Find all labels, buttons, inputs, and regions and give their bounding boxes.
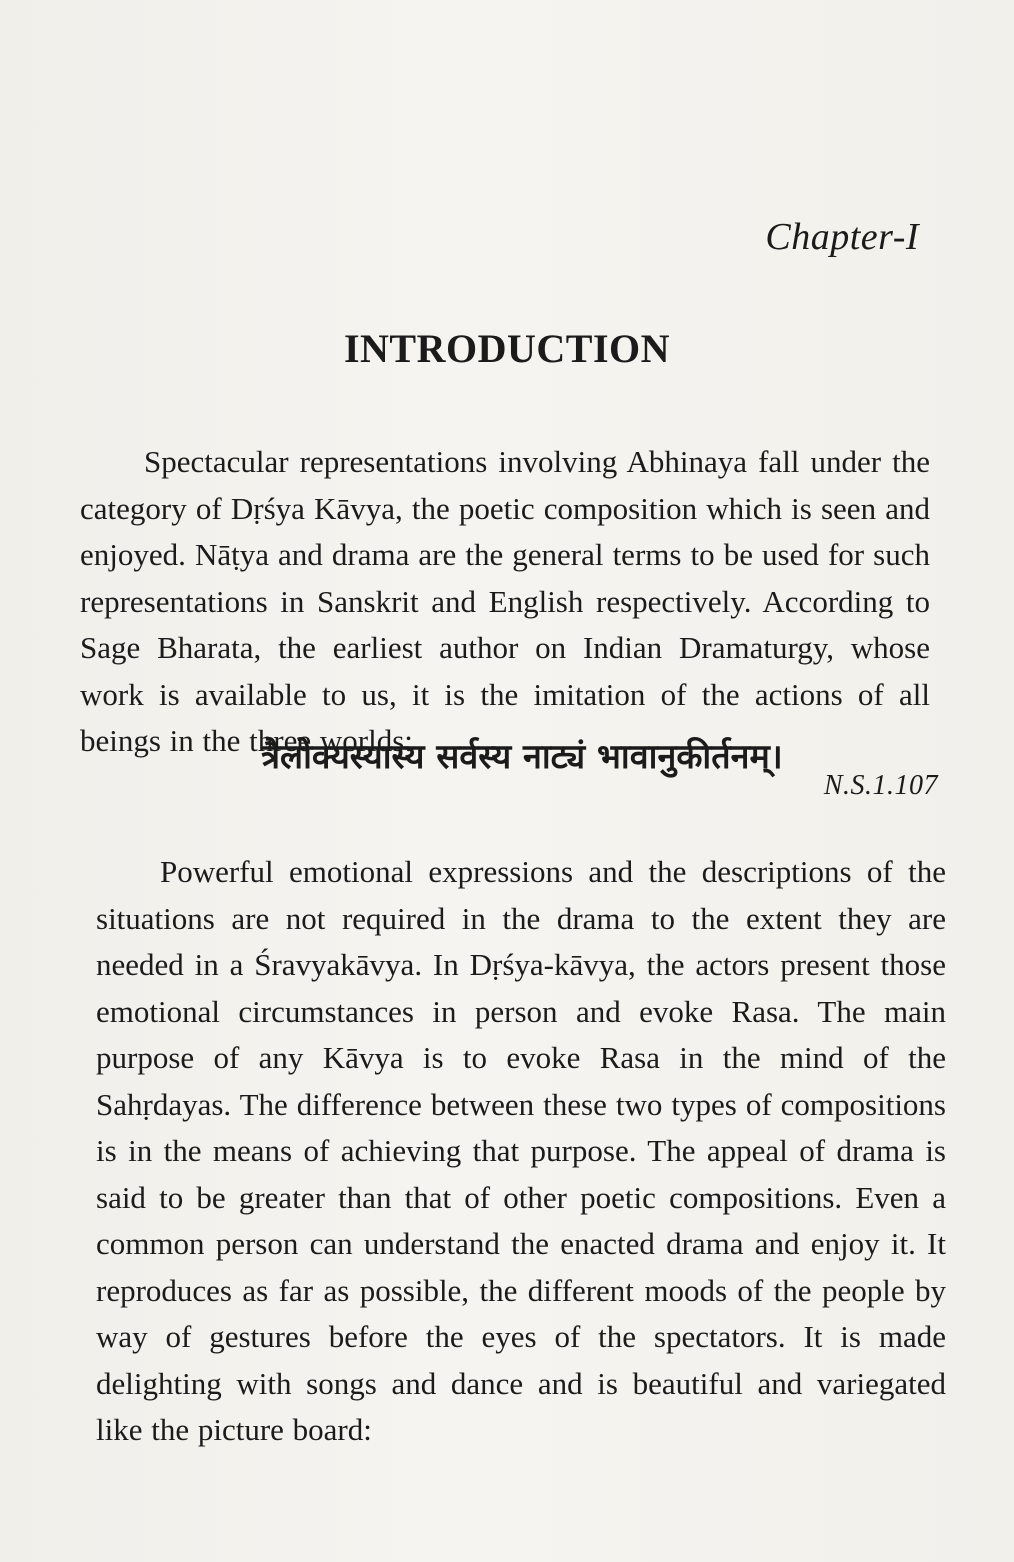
paragraph-intro xyxy=(80,439,930,765)
paragraph-text: Spectacular representations involving Abhinaya fall under the category of Dṛśya Kāvya, the poetic composition which is seen and enjoyed. Nāṭya and drama are the general terms to be used for such representations in Sanskrit and English respectively. According to Sage Bharata, the earliest author on Indian Dramaturgy, whose work is available to us, it is the imitation of the actions of all beings in the three worlds: xyxy=(80,444,930,758)
paragraph-body xyxy=(96,849,946,1454)
sanskrit-verse: त्रैलोक्यस्यास्य सर्वस्य नाट्यं भावानुकीर्तनम्। xyxy=(261,737,783,777)
paragraph-text: Powerful emotional expressions and the descriptions of the situations are not required in the drama to the extent they are needed in a Śravyakāvya. In Dṛśya-kāvya, the actors present those emotional circumstances in person and evoke Rasa. The main purpose of any Kāvya is to evoke Rasa in the mind of the Sahṛdayas. The difference between these two types of compositions is in the means of achieving that purpose. The appeal of drama is said to be greater than that of other poetic compositions. Even a common person can understand the enacted drama and enjoy it. It reproduces as far as possible, the different moods of the people by way of gestures before the eyes of the spectators. It is made delighting with songs and dance and is beautiful and variegated like the picture board: xyxy=(96,854,946,1447)
chapter-label: Chapter-I xyxy=(765,216,919,258)
verse-citation: N.S.1.107 xyxy=(823,770,938,801)
section-heading: INTRODUCTION xyxy=(343,326,671,371)
